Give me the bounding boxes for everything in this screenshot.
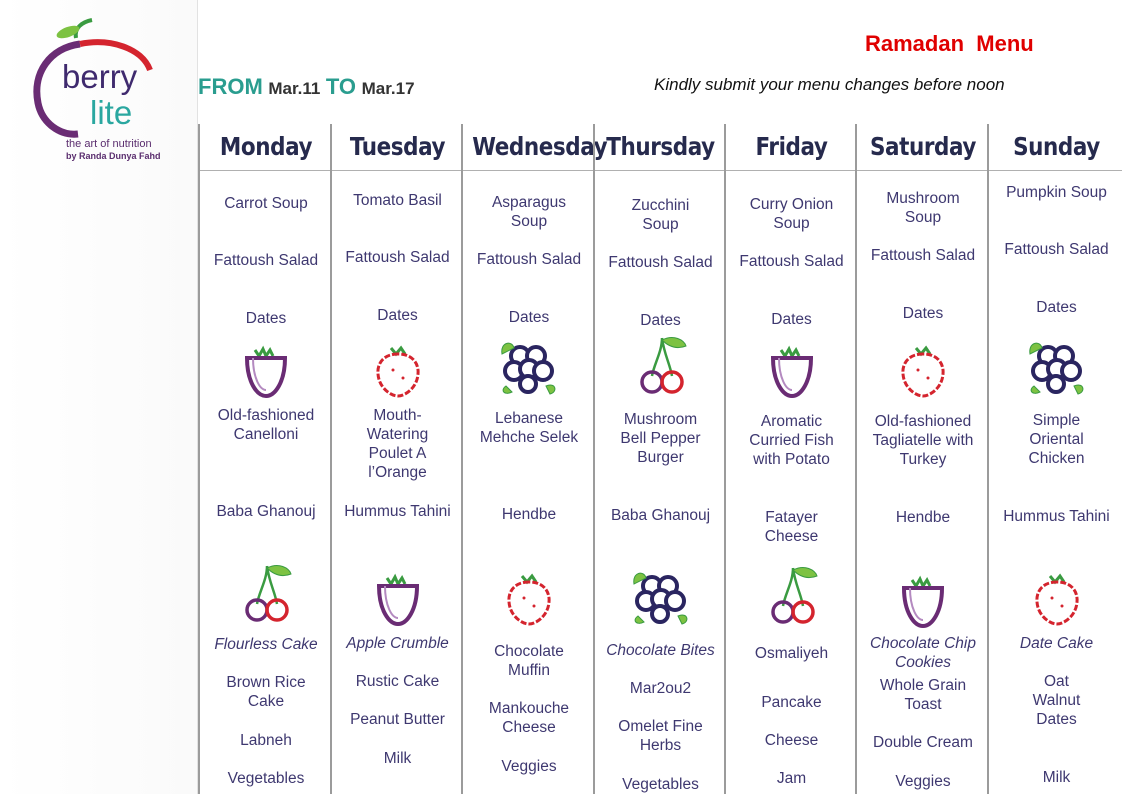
logo-byline: by Randa Dunya Fahd bbox=[66, 151, 161, 161]
breakfast-item: Peanut Butter bbox=[350, 711, 445, 728]
main-course-dish: Canelloni bbox=[233, 426, 299, 443]
raspberry-purple-icon bbox=[890, 568, 956, 634]
side-item: Hendbe bbox=[895, 509, 951, 526]
main-course-dish: Curried Fish with Potato bbox=[749, 432, 834, 468]
salad-item: Fattoush Salad bbox=[213, 252, 319, 269]
heading-divider bbox=[857, 170, 989, 171]
day-column-sunday bbox=[987, 124, 1122, 794]
breakfast-item: Omelet Fine Herbs bbox=[618, 718, 703, 754]
salad-item: Fattoush Salad bbox=[345, 249, 450, 266]
dessert-item: Flourless Cake bbox=[214, 636, 318, 653]
logo-word-lite: lite bbox=[90, 94, 133, 131]
side-item: Baba Ghanouj bbox=[216, 503, 316, 520]
breakfast-item: Mankouche Cheese bbox=[488, 700, 570, 736]
day-column-friday bbox=[724, 124, 857, 794]
logo-tagline: the art of nutrition bbox=[66, 138, 152, 150]
dates-item: Dates bbox=[245, 310, 287, 327]
salad-item: Fattoush Salad bbox=[476, 251, 582, 268]
soup-item: Zucchini Soup bbox=[631, 197, 690, 233]
heading-divider bbox=[200, 170, 332, 171]
soup-item: Mushroom Soup bbox=[886, 190, 960, 226]
soup-item: Carrot Soup bbox=[224, 195, 308, 212]
raspberry-purple-icon bbox=[759, 338, 825, 404]
day-column-saturday bbox=[855, 124, 989, 794]
main-course bbox=[363, 406, 433, 482]
strawberry-icon bbox=[496, 566, 562, 632]
dates-item: Dates bbox=[377, 307, 418, 324]
side-item: Hummus Tahini bbox=[344, 503, 451, 520]
strawberry-icon bbox=[365, 338, 431, 404]
day-column-monday bbox=[198, 124, 332, 794]
breakfast-item: Brown Rice Cake bbox=[226, 674, 306, 710]
breakfast-item: Mar2ou2 bbox=[629, 680, 692, 697]
breakfast-item: Whole Grain Toast bbox=[879, 677, 967, 713]
dates-item: Dates bbox=[902, 305, 944, 322]
strawberry-icon bbox=[890, 338, 956, 404]
breakfast-item: Vegetables bbox=[622, 776, 699, 793]
main-course bbox=[863, 412, 983, 469]
main-course bbox=[211, 406, 321, 444]
day-heading: Sunday bbox=[1013, 132, 1100, 161]
blackberry-icon bbox=[1024, 334, 1090, 400]
side-item: Fatayer Cheese bbox=[764, 509, 819, 545]
breakfast-item: Jam bbox=[776, 770, 807, 787]
salad-item: Fattoush Salad bbox=[870, 247, 976, 264]
breakfast-item: Pancake bbox=[761, 694, 822, 711]
dessert-item: Apple Crumble bbox=[346, 635, 449, 652]
heading-divider bbox=[726, 170, 857, 171]
date-range bbox=[198, 74, 415, 100]
cherry-icon bbox=[759, 562, 825, 628]
day-heading: Saturday bbox=[870, 132, 976, 161]
main-course-descriptor: Old-fashioned bbox=[874, 413, 972, 430]
breakfast-item: Oat Walnut Dates bbox=[1032, 673, 1081, 728]
breakfast-item: Vegetables bbox=[227, 770, 305, 787]
heading-divider bbox=[595, 170, 726, 171]
blackberry-icon bbox=[628, 564, 694, 630]
day-column-tuesday bbox=[330, 124, 463, 794]
dessert-item: Chocolate Bites bbox=[606, 642, 715, 659]
main-course-descriptor: Simple bbox=[1032, 412, 1081, 429]
salad-item: Fattoush Salad bbox=[1004, 241, 1109, 258]
main-course-descriptor: Aromatic bbox=[760, 413, 823, 430]
heading-divider bbox=[332, 170, 463, 171]
breakfast-item: Rustic Cake bbox=[355, 673, 440, 690]
breakfast-item: Chocolate Muffin bbox=[494, 643, 564, 679]
day-column-wednesday bbox=[461, 124, 608, 794]
from-date: Mar.11 bbox=[268, 79, 321, 98]
day-column-thursday bbox=[593, 124, 726, 794]
main-course-descriptor: Mouth-Watering bbox=[366, 407, 429, 443]
day-heading: Wednesday bbox=[472, 132, 608, 161]
breakfast-item: Double Cream bbox=[873, 734, 973, 751]
main-course bbox=[474, 409, 584, 447]
main-course-dish: Bell Pepper Burger bbox=[620, 430, 701, 466]
dates-item: Dates bbox=[1036, 299, 1077, 316]
main-course-dish: Tagliatelle with Turkey bbox=[872, 432, 974, 468]
soup-item: Asparagus Soup bbox=[491, 194, 567, 230]
main-course-dish: Poulet A l’Orange bbox=[368, 445, 427, 481]
cherry-icon bbox=[628, 332, 694, 398]
side-item: Hendbe bbox=[501, 506, 557, 523]
breakfast-item: Veggies bbox=[501, 758, 557, 775]
side-item: Hummus Tahini bbox=[1003, 508, 1110, 525]
salad-item: Fattoush Salad bbox=[739, 253, 844, 270]
strawberry-icon bbox=[1024, 566, 1090, 632]
dates-item: Dates bbox=[771, 311, 812, 328]
breakfast-item: Veggies bbox=[895, 773, 951, 790]
main-course bbox=[742, 412, 842, 469]
from-label: FROM bbox=[198, 74, 263, 99]
main-course-dish: Oriental Chicken bbox=[1028, 431, 1085, 467]
to-date: Mar.17 bbox=[361, 79, 415, 98]
breakfast-item: Osmaliyeh bbox=[754, 645, 829, 662]
breakfast-item: Milk bbox=[383, 750, 412, 767]
salad-item: Fattoush Salad bbox=[608, 254, 713, 271]
breakfast-item: Cheese bbox=[764, 732, 819, 749]
cherry-icon bbox=[233, 560, 299, 626]
blackberry-icon bbox=[496, 334, 562, 400]
main-course-descriptor: Old-fashioned bbox=[217, 407, 315, 424]
logo-panel bbox=[0, 0, 198, 794]
side-item: Baba Ghanouj bbox=[610, 507, 711, 524]
day-heading: Tuesday bbox=[349, 132, 446, 161]
main-course-descriptor: Lebanese bbox=[494, 410, 564, 427]
day-heading: Monday bbox=[219, 132, 313, 161]
to-label: TO bbox=[325, 74, 357, 99]
main-course-descriptor: Mushroom bbox=[623, 411, 698, 428]
breakfast-item: Milk bbox=[1042, 769, 1071, 786]
dessert-item: Chocolate Chip Cookies bbox=[870, 635, 976, 671]
main-course-dish: Mehche Selek bbox=[479, 429, 579, 446]
day-heading: Friday bbox=[755, 132, 828, 161]
dates-item: Dates bbox=[508, 309, 550, 326]
raspberry-purple-icon bbox=[233, 338, 299, 404]
soup-item: Curry Onion Soup bbox=[749, 196, 834, 232]
submission-note: Kindly submit your menu changes before noon bbox=[654, 75, 1005, 94]
logo-word-berry: berry bbox=[62, 58, 138, 95]
soup-item: Tomato Basil bbox=[353, 192, 442, 209]
day-heading: Thursday bbox=[606, 132, 715, 161]
main-course bbox=[606, 410, 716, 467]
breakfast-item: Labneh bbox=[240, 732, 292, 749]
heading-divider bbox=[989, 170, 1122, 171]
main-course bbox=[1022, 411, 1092, 468]
dessert-item: Date Cake bbox=[1019, 635, 1094, 652]
raspberry-purple-icon bbox=[365, 566, 431, 632]
soup-item: Pumpkin Soup bbox=[1006, 184, 1107, 201]
heading-divider bbox=[463, 170, 595, 171]
menu-title: Ramadan Menu bbox=[865, 31, 1034, 56]
dates-item: Dates bbox=[640, 312, 681, 329]
